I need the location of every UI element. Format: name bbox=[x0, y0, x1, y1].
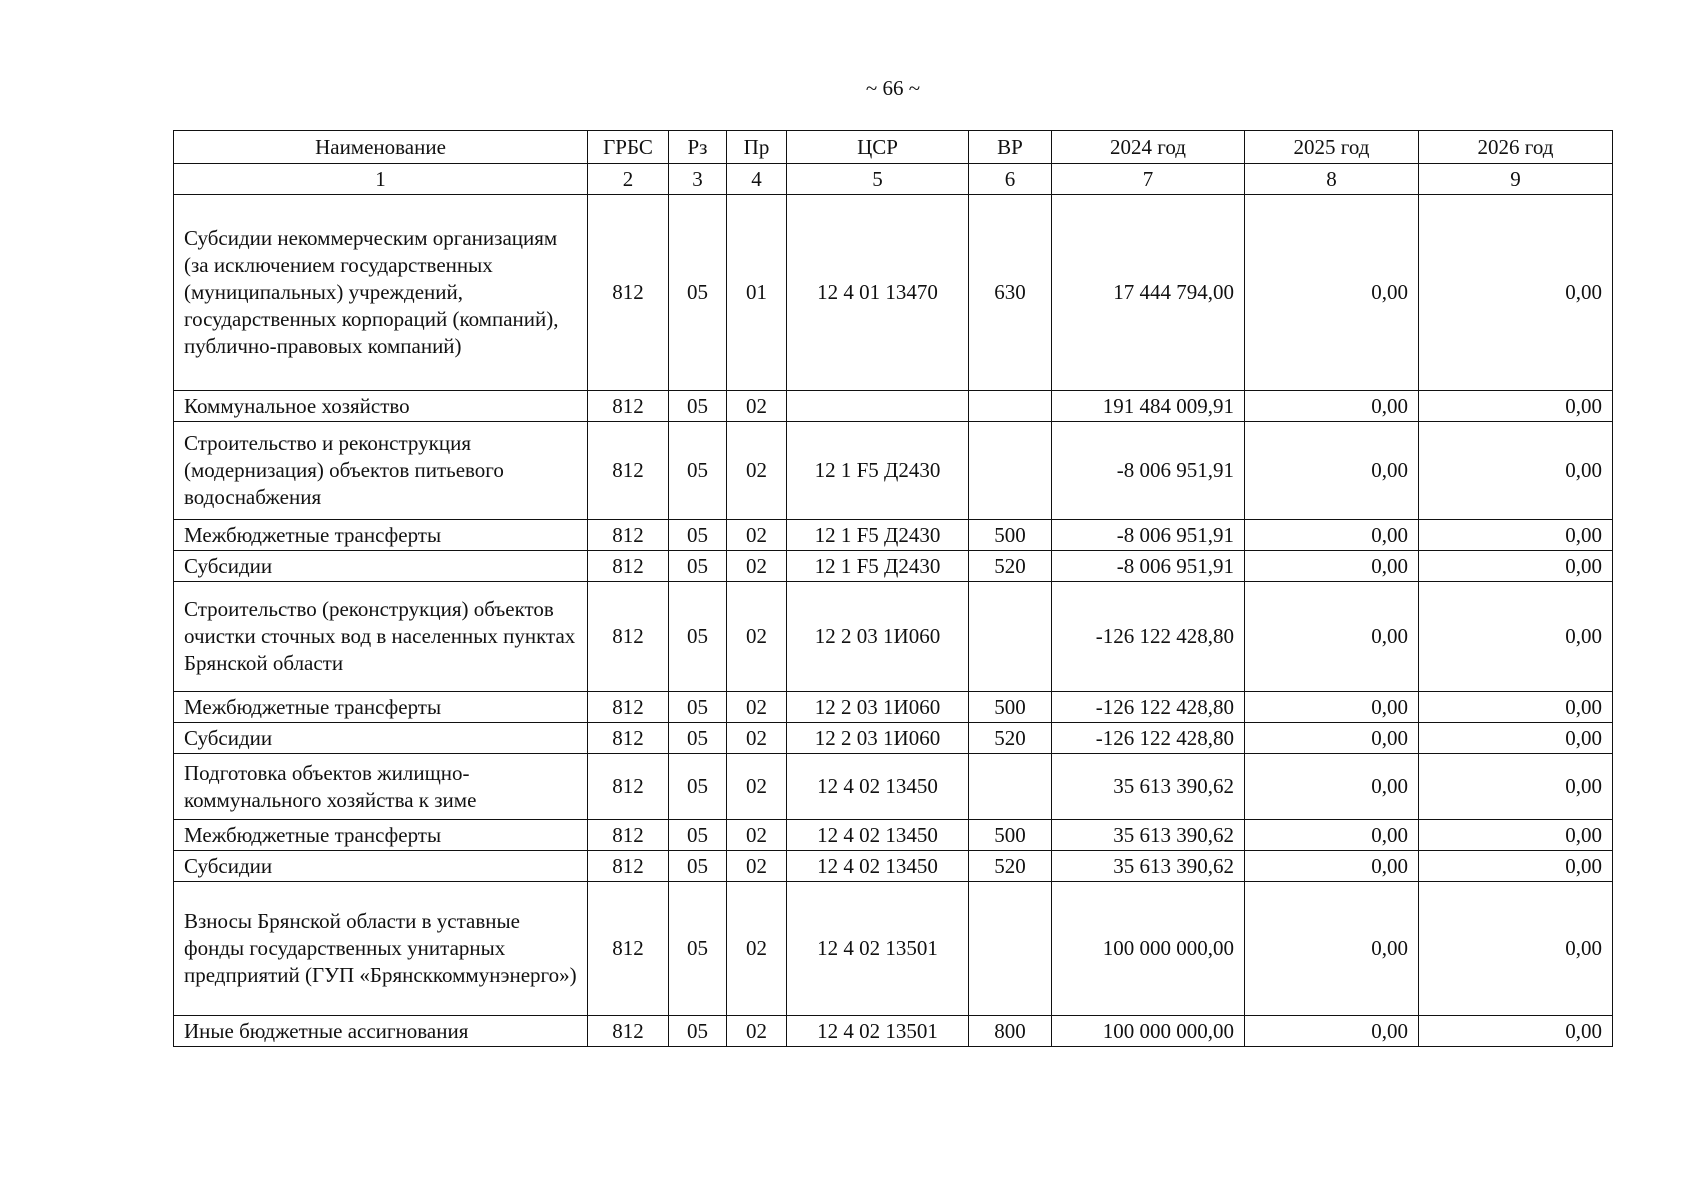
row-grbs: 812 bbox=[588, 851, 669, 882]
row-2024: -126 122 428,80 bbox=[1052, 723, 1245, 754]
row-csr: 12 4 02 13450 bbox=[787, 851, 969, 882]
table-row bbox=[174, 882, 1613, 1016]
row-2026: 0,00 bbox=[1419, 391, 1613, 422]
row-pr: 02 bbox=[727, 692, 787, 723]
row-csr: 12 4 02 13450 bbox=[787, 820, 969, 851]
row-name: Субсидии bbox=[174, 723, 588, 754]
row-grbs: 812 bbox=[588, 692, 669, 723]
row-2025: 0,00 bbox=[1245, 520, 1419, 551]
row-2026: 0,00 bbox=[1419, 851, 1613, 882]
row-2025: 0,00 bbox=[1245, 851, 1419, 882]
row-rz: 05 bbox=[669, 391, 727, 422]
row-2025: 0,00 bbox=[1245, 422, 1419, 520]
row-2025: 0,00 bbox=[1245, 1016, 1419, 1047]
row-2024: 35 613 390,62 bbox=[1052, 851, 1245, 882]
row-csr: 12 1 F5 Д2430 bbox=[787, 422, 969, 520]
row-vr bbox=[969, 422, 1052, 520]
row-rz: 05 bbox=[669, 692, 727, 723]
row-2025: 0,00 bbox=[1245, 582, 1419, 692]
row-grbs: 812 bbox=[588, 520, 669, 551]
table-row bbox=[174, 723, 1613, 754]
row-name: Межбюджетные трансферты bbox=[174, 820, 588, 851]
row-name: Субсидии bbox=[174, 851, 588, 882]
row-pr: 02 bbox=[727, 391, 787, 422]
header-name: Наименование bbox=[174, 131, 588, 164]
row-grbs: 812 bbox=[588, 582, 669, 692]
table-row bbox=[174, 195, 1613, 391]
row-2026: 0,00 bbox=[1419, 520, 1613, 551]
row-name: Строительство и реконструкция (модернизация) объектов питьевого водоснабжения bbox=[174, 422, 588, 520]
table-row bbox=[174, 851, 1613, 882]
row-2024: 100 000 000,00 bbox=[1052, 882, 1245, 1016]
row-grbs: 812 bbox=[588, 551, 669, 582]
row-vr: 500 bbox=[969, 692, 1052, 723]
row-pr: 02 bbox=[727, 723, 787, 754]
column-number: 4 bbox=[727, 164, 787, 195]
row-vr: 520 bbox=[969, 551, 1052, 582]
table-row bbox=[174, 520, 1613, 551]
column-number: 2 bbox=[588, 164, 669, 195]
header-2024: 2024 год bbox=[1052, 131, 1245, 164]
row-csr: 12 1 F5 Д2430 bbox=[787, 520, 969, 551]
row-pr: 02 bbox=[727, 520, 787, 551]
row-vr bbox=[969, 391, 1052, 422]
row-2025: 0,00 bbox=[1245, 723, 1419, 754]
header-vr: ВР bbox=[969, 131, 1052, 164]
row-2025: 0,00 bbox=[1245, 692, 1419, 723]
row-2024: -8 006 951,91 bbox=[1052, 551, 1245, 582]
row-vr: 520 bbox=[969, 851, 1052, 882]
header-csr: ЦСР bbox=[787, 131, 969, 164]
header-2025: 2025 год bbox=[1245, 131, 1419, 164]
row-csr: 12 4 02 13501 bbox=[787, 1016, 969, 1047]
row-2025: 0,00 bbox=[1245, 754, 1419, 820]
row-name: Иные бюджетные ассигнования bbox=[174, 1016, 588, 1047]
row-rz: 05 bbox=[669, 582, 727, 692]
row-rz: 05 bbox=[669, 723, 727, 754]
row-2026: 0,00 bbox=[1419, 723, 1613, 754]
row-2026: 0,00 bbox=[1419, 820, 1613, 851]
row-2024: -126 122 428,80 bbox=[1052, 692, 1245, 723]
row-vr bbox=[969, 582, 1052, 692]
row-name: Межбюджетные трансферты bbox=[174, 692, 588, 723]
row-2025: 0,00 bbox=[1245, 882, 1419, 1016]
row-grbs: 812 bbox=[588, 391, 669, 422]
row-2026: 0,00 bbox=[1419, 551, 1613, 582]
column-number: 6 bbox=[969, 164, 1052, 195]
row-name: Субсидии некоммерческим организациям (за исключением государственных (муниципальных) учреждений, государственных корпораций (компаний), публично-правовых компаний) bbox=[174, 195, 588, 391]
column-number: 3 bbox=[669, 164, 727, 195]
row-grbs: 812 bbox=[588, 422, 669, 520]
row-2024: 35 613 390,62 bbox=[1052, 754, 1245, 820]
row-2026: 0,00 bbox=[1419, 582, 1613, 692]
header-grbs: ГРБС bbox=[588, 131, 669, 164]
budget-table bbox=[173, 130, 1613, 1047]
column-number: 9 bbox=[1419, 164, 1613, 195]
row-vr: 500 bbox=[969, 520, 1052, 551]
row-csr: 12 4 02 13501 bbox=[787, 882, 969, 1016]
row-vr: 800 bbox=[969, 1016, 1052, 1047]
row-pr: 02 bbox=[727, 851, 787, 882]
row-2026: 0,00 bbox=[1419, 1016, 1613, 1047]
row-vr bbox=[969, 754, 1052, 820]
row-2025: 0,00 bbox=[1245, 391, 1419, 422]
row-rz: 05 bbox=[669, 882, 727, 1016]
header-pr: Пр bbox=[727, 131, 787, 164]
row-grbs: 812 bbox=[588, 723, 669, 754]
row-rz: 05 bbox=[669, 820, 727, 851]
row-2024: 35 613 390,62 bbox=[1052, 820, 1245, 851]
row-name: Строительство (реконструкция) объектов очистки сточных вод в населенных пунктах Брянской области bbox=[174, 582, 588, 692]
row-grbs: 812 bbox=[588, 195, 669, 391]
row-rz: 05 bbox=[669, 195, 727, 391]
row-vr: 500 bbox=[969, 820, 1052, 851]
table-row bbox=[174, 692, 1613, 723]
column-number: 1 bbox=[174, 164, 588, 195]
row-vr: 520 bbox=[969, 723, 1052, 754]
row-name: Коммунальное хозяйство bbox=[174, 391, 588, 422]
row-pr: 02 bbox=[727, 551, 787, 582]
row-2026: 0,00 bbox=[1419, 422, 1613, 520]
column-number: 7 bbox=[1052, 164, 1245, 195]
row-csr bbox=[787, 391, 969, 422]
row-2026: 0,00 bbox=[1419, 692, 1613, 723]
row-name: Субсидии bbox=[174, 551, 588, 582]
row-csr: 12 4 02 13450 bbox=[787, 754, 969, 820]
row-pr: 02 bbox=[727, 1016, 787, 1047]
header-row bbox=[174, 131, 1613, 164]
table-row bbox=[174, 754, 1613, 820]
row-2026: 0,00 bbox=[1419, 882, 1613, 1016]
row-pr: 02 bbox=[727, 754, 787, 820]
row-2025: 0,00 bbox=[1245, 551, 1419, 582]
row-csr: 12 2 03 1И060 bbox=[787, 692, 969, 723]
row-csr: 12 4 01 13470 bbox=[787, 195, 969, 391]
row-rz: 05 bbox=[669, 851, 727, 882]
table-row bbox=[174, 582, 1613, 692]
row-2024: 191 484 009,91 bbox=[1052, 391, 1245, 422]
row-name: Межбюджетные трансферты bbox=[174, 520, 588, 551]
row-vr bbox=[969, 882, 1052, 1016]
row-2024: -126 122 428,80 bbox=[1052, 582, 1245, 692]
table-row bbox=[174, 1016, 1613, 1047]
row-pr: 02 bbox=[727, 582, 787, 692]
column-number-row bbox=[174, 164, 1613, 195]
row-pr: 02 bbox=[727, 422, 787, 520]
row-2025: 0,00 bbox=[1245, 195, 1419, 391]
row-rz: 05 bbox=[669, 422, 727, 520]
row-pr: 01 bbox=[727, 195, 787, 391]
header-2026: 2026 год bbox=[1419, 131, 1613, 164]
row-grbs: 812 bbox=[588, 820, 669, 851]
row-2026: 0,00 bbox=[1419, 195, 1613, 391]
row-csr: 12 1 F5 Д2430 bbox=[787, 551, 969, 582]
row-rz: 05 bbox=[669, 754, 727, 820]
row-rz: 05 bbox=[669, 520, 727, 551]
column-number: 5 bbox=[787, 164, 969, 195]
table-row bbox=[174, 391, 1613, 422]
row-grbs: 812 bbox=[588, 882, 669, 1016]
row-name: Подготовка объектов жилищно-коммунального хозяйства к зиме bbox=[174, 754, 588, 820]
row-rz: 05 bbox=[669, 1016, 727, 1047]
table-row bbox=[174, 551, 1613, 582]
row-pr: 02 bbox=[727, 820, 787, 851]
column-number: 8 bbox=[1245, 164, 1419, 195]
row-grbs: 812 bbox=[588, 1016, 669, 1047]
row-2024: -8 006 951,91 bbox=[1052, 520, 1245, 551]
row-vr: 630 bbox=[969, 195, 1052, 391]
row-name: Взносы Брянской области в уставные фонды государственных унитарных предприятий (ГУП «Брянсккоммунэнерго») bbox=[174, 882, 588, 1016]
page-number: ~ 66 ~ bbox=[865, 76, 921, 100]
row-csr: 12 2 03 1И060 bbox=[787, 582, 969, 692]
row-2025: 0,00 bbox=[1245, 820, 1419, 851]
row-grbs: 812 bbox=[588, 754, 669, 820]
row-2024: 17 444 794,00 bbox=[1052, 195, 1245, 391]
row-2026: 0,00 bbox=[1419, 754, 1613, 820]
table-row bbox=[174, 422, 1613, 520]
header-rz: Рз bbox=[669, 131, 727, 164]
table-row bbox=[174, 820, 1613, 851]
row-2024: -8 006 951,91 bbox=[1052, 422, 1245, 520]
row-csr: 12 2 03 1И060 bbox=[787, 723, 969, 754]
row-pr: 02 bbox=[727, 882, 787, 1016]
row-2024: 100 000 000,00 bbox=[1052, 1016, 1245, 1047]
row-rz: 05 bbox=[669, 551, 727, 582]
